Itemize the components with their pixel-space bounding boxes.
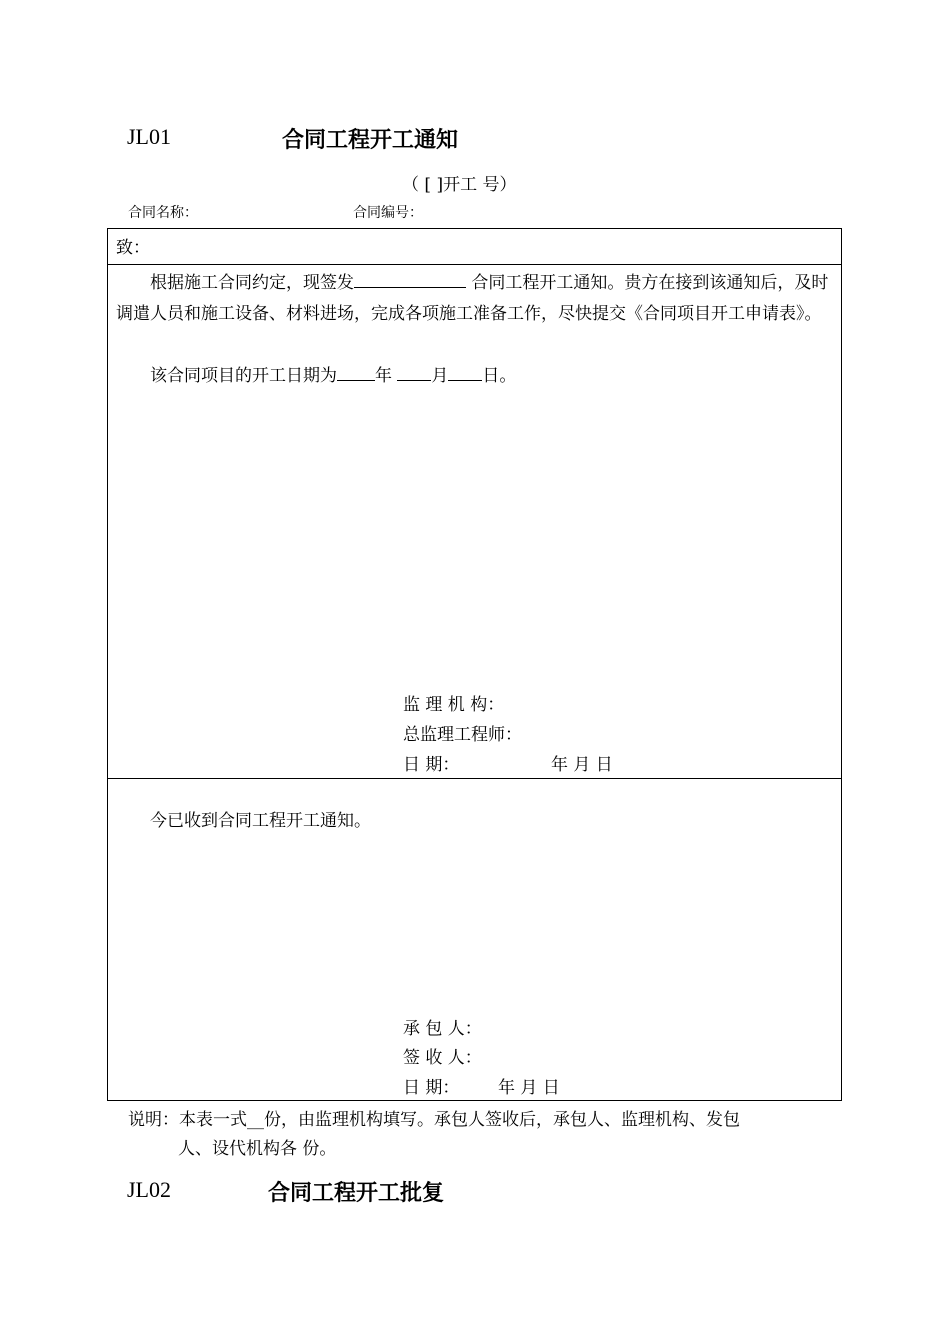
day-blank[interactable]	[448, 364, 482, 381]
note-line-1: 说明：本表一式__份，由监理机构填写。承包人签收后，承包人、监理机构、发包	[128, 1110, 740, 1130]
date-ymd: 年 月 日	[551, 755, 613, 775]
receipt-text: 今已收到合同工程开工通知。	[150, 811, 371, 831]
notice-paragraph	[116, 268, 836, 330]
notice-number: （ [ ]开工 号）	[402, 175, 517, 195]
date-label: 日 期：	[403, 755, 460, 775]
date2-label: 日 期：	[403, 1078, 460, 1098]
year-label: 年	[375, 366, 392, 386]
chief-engineer-label: 总监理工程师：	[403, 725, 522, 745]
notice-text-part2: 合同工程开工通知。贵方在接到该通知后，及时调遣人员和施工设备、材料进场，完成各项施工准备工作，尽快提交《合同项目开工申请表》。	[116, 273, 829, 324]
form-title: 合同工程开工通知	[282, 128, 459, 153]
row-divider-top	[107, 264, 842, 265]
form-title-2: 合同工程开工批复	[268, 1181, 445, 1206]
year-blank[interactable]	[337, 364, 375, 381]
date2-ymd: 年 月 日	[498, 1078, 560, 1098]
form-code-2: JL02	[127, 1177, 171, 1202]
contract-no-label: 合同编号：	[353, 205, 423, 221]
row-divider-middle	[107, 778, 842, 779]
form-code: JL01	[127, 124, 171, 149]
month-label: 月	[431, 366, 449, 386]
day-label: 日。	[482, 366, 517, 386]
signer-label: 签 收 人：	[403, 1048, 482, 1068]
to-label: 致：	[116, 238, 150, 258]
start-date-paragraph	[116, 361, 836, 392]
month-blank[interactable]	[397, 364, 431, 381]
contract-name-label: 合同名称：	[128, 205, 198, 221]
start-date-text: 该合同项目的开工日期为	[150, 366, 337, 386]
supervisor-org-label: 监 理 机 构：	[403, 695, 505, 715]
form-table	[107, 228, 842, 1101]
contractor-label: 承 包 人：	[403, 1019, 482, 1039]
notice-text-part1: 根据施工合同约定，现签发	[150, 273, 354, 293]
contract-blank[interactable]	[354, 271, 466, 288]
note-line-2: 人、设代机构各 份。	[178, 1139, 337, 1159]
